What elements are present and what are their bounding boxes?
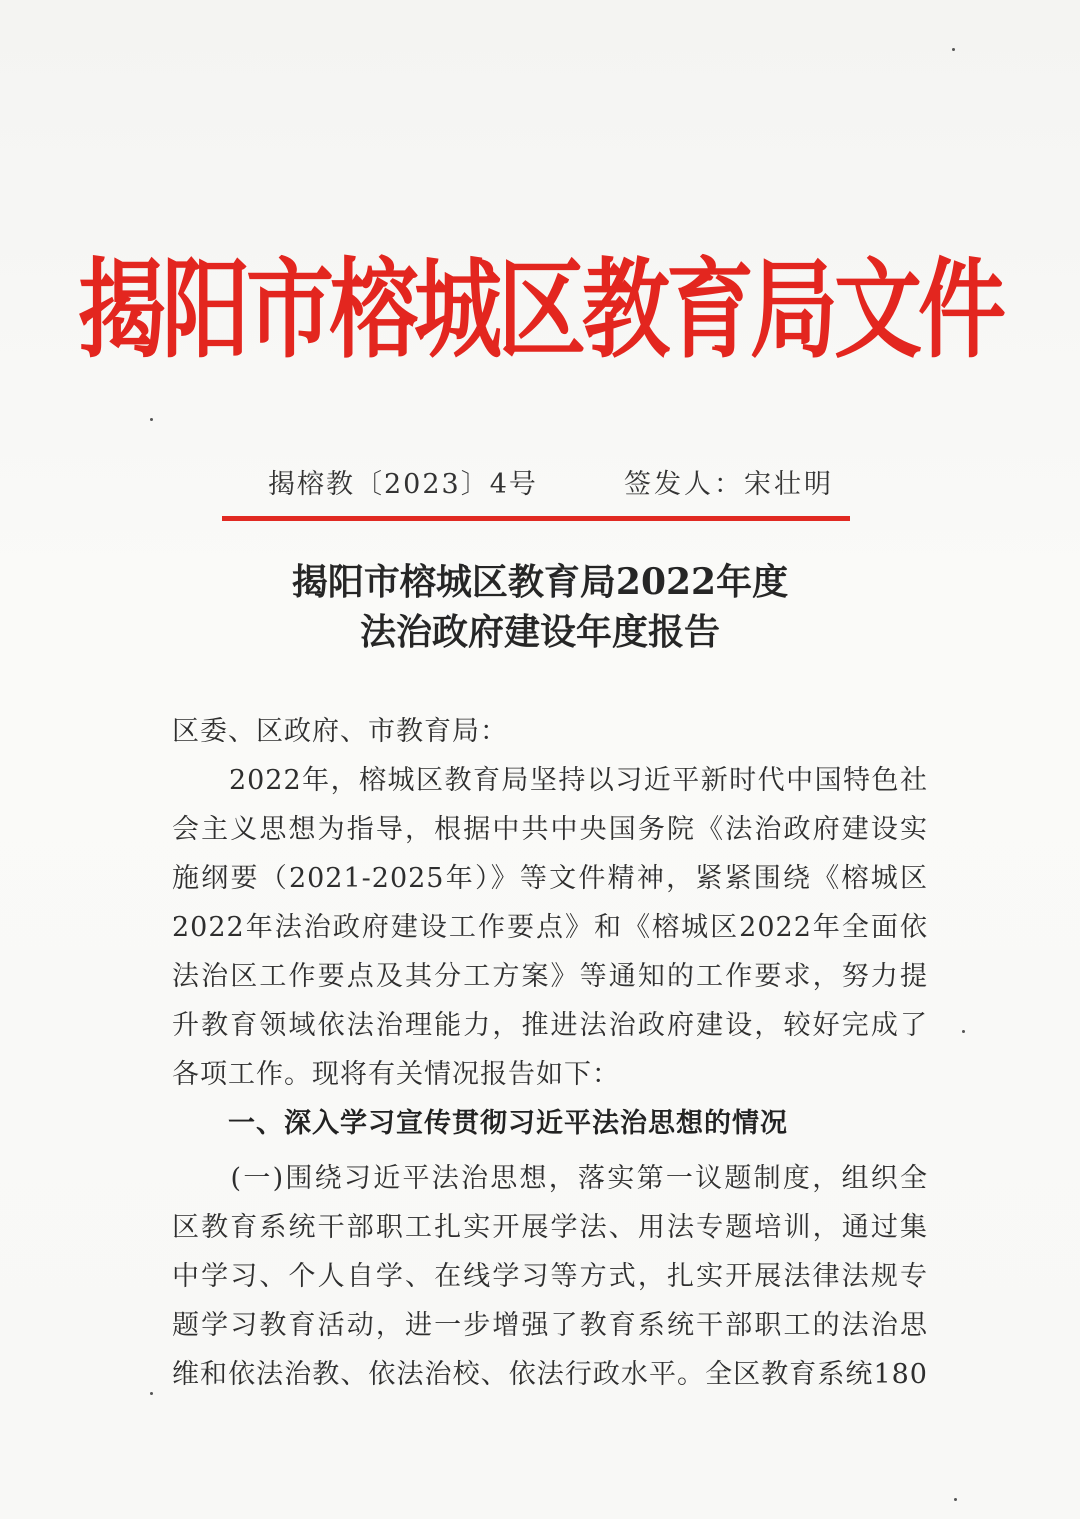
body-line: 会主义思想为指导，根据中共中央国务院《法治政府建设实	[172, 814, 928, 845]
scan-speck	[954, 1498, 957, 1501]
document-meta	[0, 463, 1080, 507]
red-header-title: 揭阳市榕城区教育局文件	[77, 246, 1002, 373]
document-number: 揭榕教〔2023〕4号	[268, 469, 538, 500]
red-divider-rule	[222, 516, 850, 521]
report-body	[172, 707, 928, 1407]
signer: 签发人：宋壮明	[624, 469, 834, 500]
scan-speck	[150, 1392, 153, 1395]
body-line: 法治区工作要点及其分工方案》等通知的工作要求，努力提	[172, 961, 928, 992]
body-line: 施纲要（2021-2025年）》等文件精神，紧紧围绕《榕城区	[172, 863, 928, 894]
body-line: 2022年法治政府建设工作要点》和《榕城区2022年全面依	[172, 912, 928, 943]
body-line: 中学习、个人自学、在线学习等方式，扎实开展法律法规专	[172, 1261, 928, 1292]
body-line: 各项工作。现将有关情况报告如下：	[172, 1059, 620, 1090]
body-line: 题学习教育活动，进一步增强了教育系统干部职工的法治思	[172, 1310, 928, 1341]
scan-speck	[952, 48, 955, 51]
salutation: 区委、区政府、市教育局：	[172, 716, 508, 747]
scan-speck	[962, 1030, 965, 1033]
scan-speck	[150, 418, 153, 421]
body-line: 维和依法治教、依法治校、依法行政水平。全区教育系统180	[172, 1359, 928, 1390]
body-line: 2022年，榕城区教育局坚持以习近平新时代中国特色社	[172, 765, 928, 796]
body-line: 升教育领域依法治理能力，推进法治政府建设，较好完成了	[172, 1010, 928, 1041]
report-title-line-2: 法治政府建设年度报告	[359, 611, 720, 653]
section-heading: 一、深入学习宣传贯彻习近平法治思想的情况	[172, 1108, 788, 1139]
body-line: 区教育系统干部职工扎实开展学法、用法专题培训，通过集	[172, 1212, 928, 1243]
body-line: (一)围绕习近平法治思想，落实第一议题制度，组织全	[172, 1163, 928, 1194]
report-title-line-1: 揭阳市榕城区教育局2022年度	[291, 561, 789, 603]
